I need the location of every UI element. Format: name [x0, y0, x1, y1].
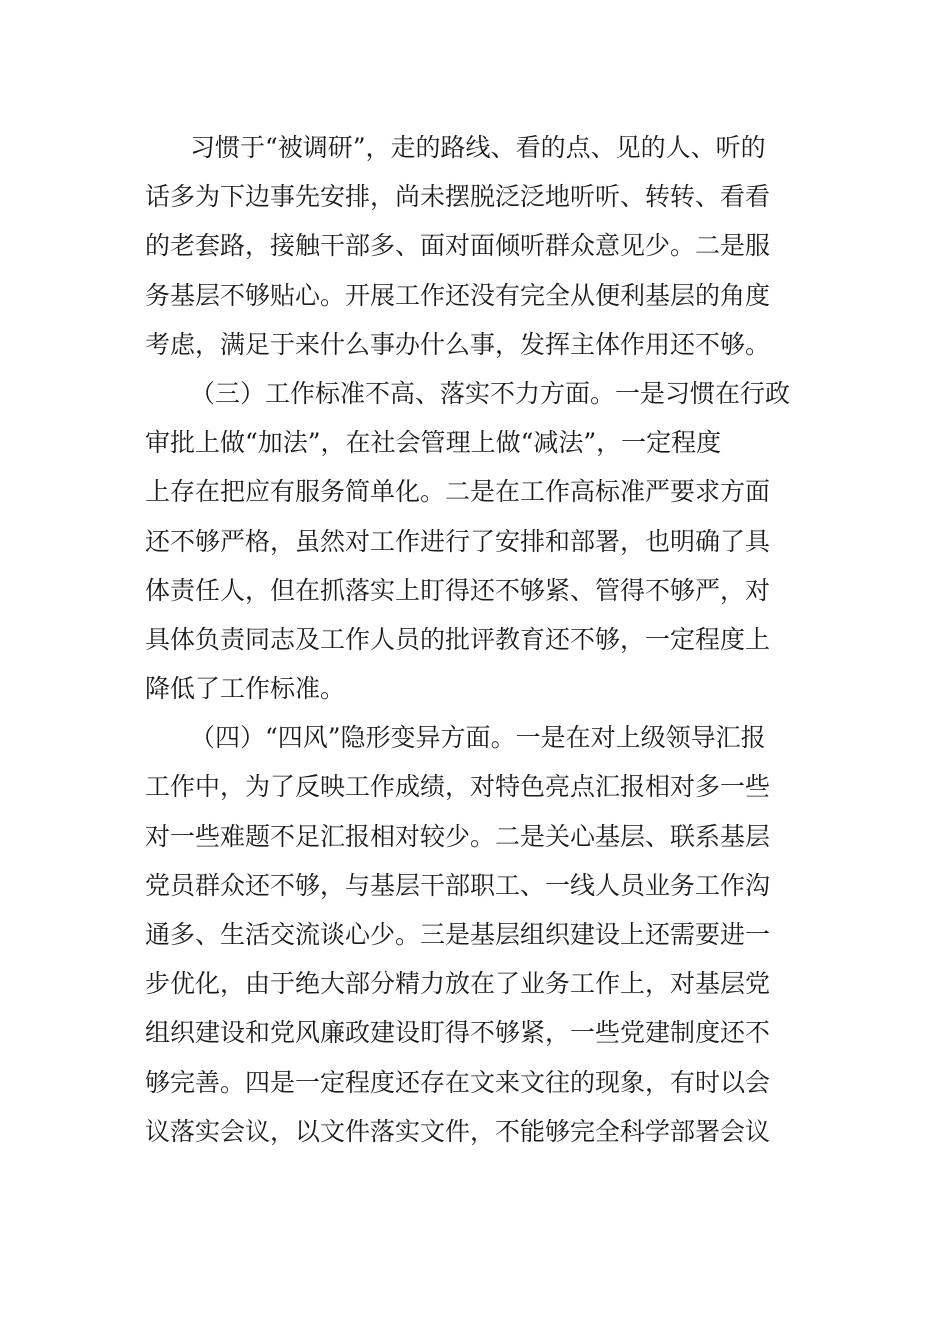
text-line: 组织建设和党风廉政建设盯得不够紧，一些党建制度还不	[145, 1018, 771, 1048]
text-line: 议落实会议，以文件落实文件，不能够完全科学部署会议	[145, 1116, 771, 1146]
text-line: 还不够严格，虽然对工作进行了安排和部署，也明确了具	[145, 526, 771, 556]
body-text	[145, 123, 810, 1156]
text-line: 务基层不够贴心。开展工作还没有完全从便利基层的角度	[145, 280, 771, 310]
text-line: 考虑，满足于来什么事办什么事，发挥主体作用还不够。	[145, 329, 771, 359]
text-line: 具体负责同志及工作人员的批评教育还不够，一定程度上	[145, 624, 771, 654]
text-line: （四）“四风”隐形变异方面。一是在对上级领导汇报	[190, 723, 766, 753]
text-line: 上存在把应有服务简单化。二是在工作高标准严要求方面	[145, 477, 771, 507]
text-line: 的老套路，接触干部多、面对面倾听群众意见少。二是服	[145, 231, 771, 261]
text-line: 党员群众还不够，与基层干部职工、一线人员业务工作沟	[145, 870, 771, 900]
text-line: 通多、生活交流谈心少。三是基层组织建设上还需要进一	[145, 920, 771, 949]
text-line: 工作中，为了反映工作成绩，对特色亮点汇报相对多一些	[145, 772, 771, 802]
text-line: 话多为下边事先安排，尚未摆脱泛泛地听听、转转、看看	[145, 182, 771, 212]
text-line: 体责任人，但在抓落实上盯得还不够紧、管得不够严，对	[145, 575, 771, 605]
text-line: 习惯于“被调研”，走的路线、看的点、见的人、听的	[190, 133, 766, 162]
text-line: 降低了工作标准。	[145, 674, 346, 704]
text-line: 对一些难题不足汇报相对较少。二是关心基层、联系基层	[145, 821, 771, 851]
text-line: （三）工作标准不高、落实不力方面。一是习惯在行政	[190, 378, 791, 408]
text-line: 审批上做“加法”，在社会管理上做“减法”，一定程度	[145, 428, 722, 458]
text-line: 够完善。四是一定程度还存在文来文往的现象，有时以会	[145, 1067, 771, 1097]
text-line: 步优化，由于绝大部分精力放在了业务工作上，对基层党	[145, 969, 771, 999]
